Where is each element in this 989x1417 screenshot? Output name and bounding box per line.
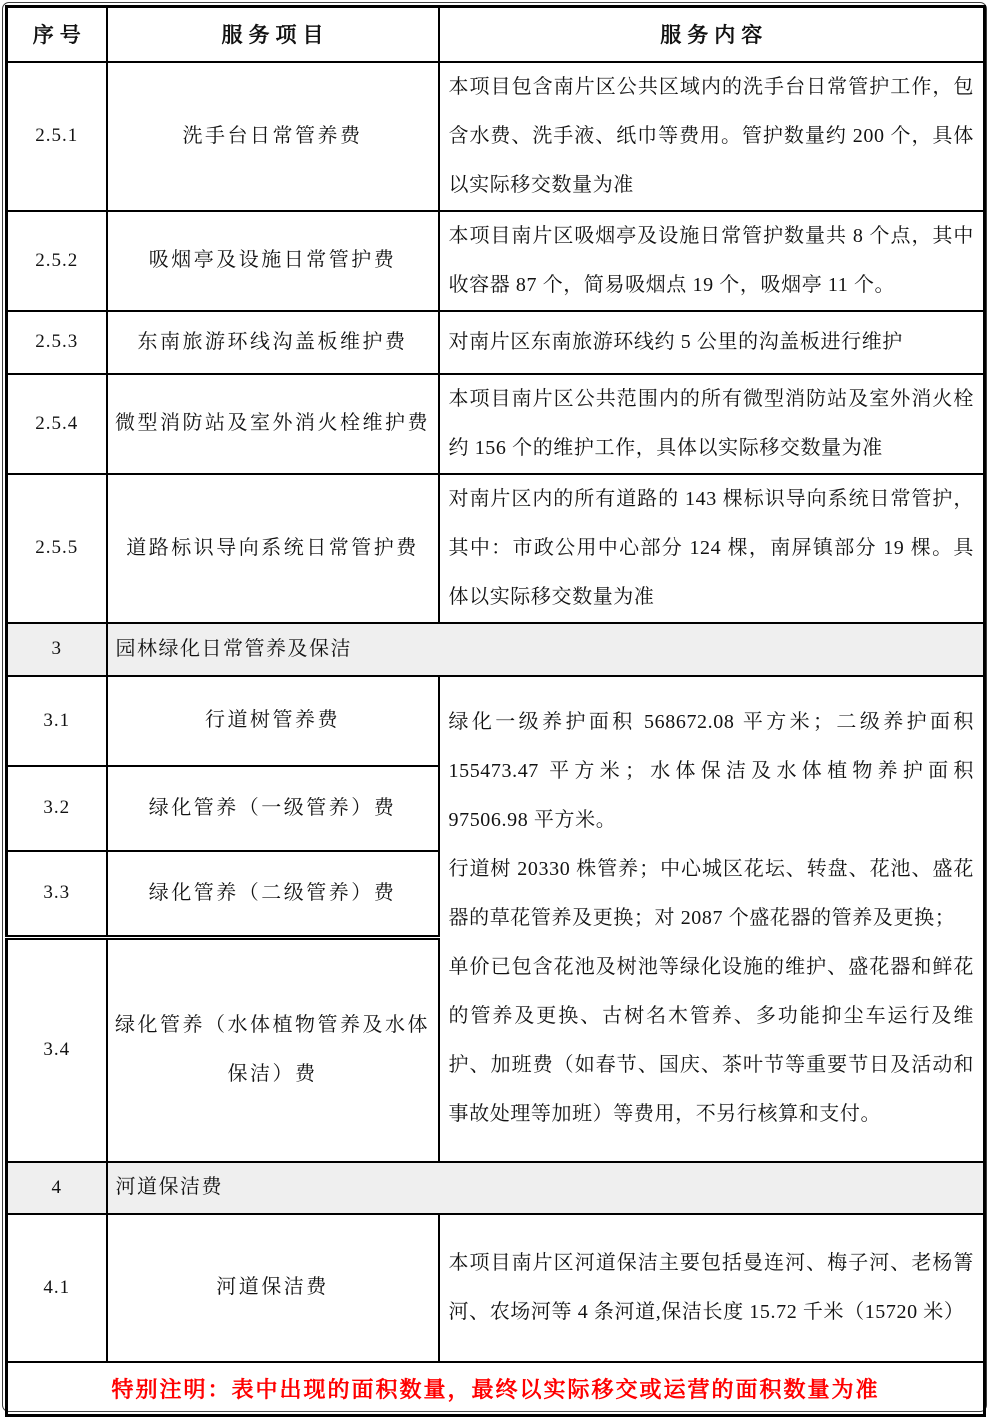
row-no: 2.5.2: [7, 211, 107, 311]
row-content: 本项目南片区河道保洁主要包括曼连河、梅子河、老杨箐河、农场河等 4 条河道,保洁长度 15.72 千米（15720 米）: [439, 1214, 985, 1362]
row-project: 河道保洁费: [107, 1214, 439, 1362]
table-row: [7, 474, 985, 623]
table-row: [7, 676, 985, 766]
content-paragraph: 单价已包含花池及树池等绿化设施的维护、盛花器和鲜花的管养及更换、古树名木管养、多功能抑尘车运行及维护、加班费（如春节、国庆、茶叶节等重要节日及活动和事故处理等加班）等费用，不另行核算和支付。: [448, 956, 974, 1125]
row-content: 对南片区东南旅游环线约 5 公里的沟盖板进行维护: [439, 311, 985, 374]
service-items-table: [5, 5, 986, 1417]
section-title: 园林绿化日常管养及保洁: [107, 623, 985, 676]
row-no: 3.1: [7, 676, 107, 766]
section-band-row-4: [7, 1162, 985, 1214]
table-row: [7, 62, 985, 211]
section-no: 4: [7, 1162, 107, 1214]
special-note-text: 特别注明：表中出现的面积数量，最终以实际移交或运营的面积数量为准: [7, 1362, 985, 1416]
row-no: 3.2: [7, 766, 107, 851]
table-row: [7, 1214, 985, 1362]
section-title: 河道保洁费: [107, 1162, 985, 1214]
row-project: 微型消防站及室外消火栓维护费: [107, 374, 439, 474]
content-paragraph: 行道树 20330 株管养；中心城区花坛、转盘、花池、盛花器的草花管养及更换；对 2087 个盛花器的管养及更换；: [448, 858, 974, 929]
table-header-row: [7, 7, 985, 62]
row-no: 2.5.3: [7, 311, 107, 374]
row-no: 3.4: [7, 938, 107, 1162]
section-band-row-3: [7, 623, 985, 676]
header-cell-project: 服务项目: [107, 7, 439, 62]
header-cell-content: 服务内容: [439, 7, 985, 62]
row-no: 2.5.1: [7, 62, 107, 211]
table-row: [7, 311, 985, 374]
row-no: 4.1: [7, 1214, 107, 1362]
row-no: 2.5.5: [7, 474, 107, 623]
row-content: 对南片区内的所有道路的 143 棵标识导向系统日常管护，其中：市政公用中心部分 124 棵，南屏镇部分 19 棵。具体以实际移交数量为准: [439, 474, 985, 623]
table-row: [7, 211, 985, 311]
section-no: 3: [7, 623, 107, 676]
merged-content-cell: [439, 676, 985, 1162]
content-paragraph: 绿化一级养护面积 568672.08 平方米；二级养护面积 155473.47 平方米；水体保洁及水体植物养护面积 97506.98 平方米。: [448, 711, 974, 831]
row-project: 行道树管养费: [107, 676, 439, 766]
row-project: 绿化管养（一级管养）费: [107, 766, 439, 851]
row-no: 2.5.4: [7, 374, 107, 474]
row-project: 洗手台日常管养费: [107, 62, 439, 211]
row-project: 绿化管养（二级管养）费: [107, 851, 439, 938]
table-row: [7, 374, 985, 474]
row-project: 吸烟亭及设施日常管护费: [107, 211, 439, 311]
row-project: 东南旅游环线沟盖板维护费: [107, 311, 439, 374]
special-note-row: [7, 1362, 985, 1416]
row-content: 本项目南片区吸烟亭及设施日常管护数量共 8 个点，其中收容器 87 个，简易吸烟点 19 个，吸烟亭 11 个。: [439, 211, 985, 311]
row-content: 本项目南片区公共范围内的所有微型消防站及室外消火栓约 156 个的维护工作，具体以实际移交数量为准: [439, 374, 985, 474]
row-content: 本项目包含南片区公共区域内的洗手台日常管护工作，包含水费、洗手液、纸巾等费用。管护数量约 200 个，具体以实际移交数量为准: [439, 62, 985, 211]
row-project: 绿化管养（水体植物管养及水体保洁）费: [107, 938, 439, 1162]
header-cell-no: 序号: [7, 7, 107, 62]
row-project: 道路标识导向系统日常管护费: [107, 474, 439, 623]
row-no: 3.3: [7, 851, 107, 938]
